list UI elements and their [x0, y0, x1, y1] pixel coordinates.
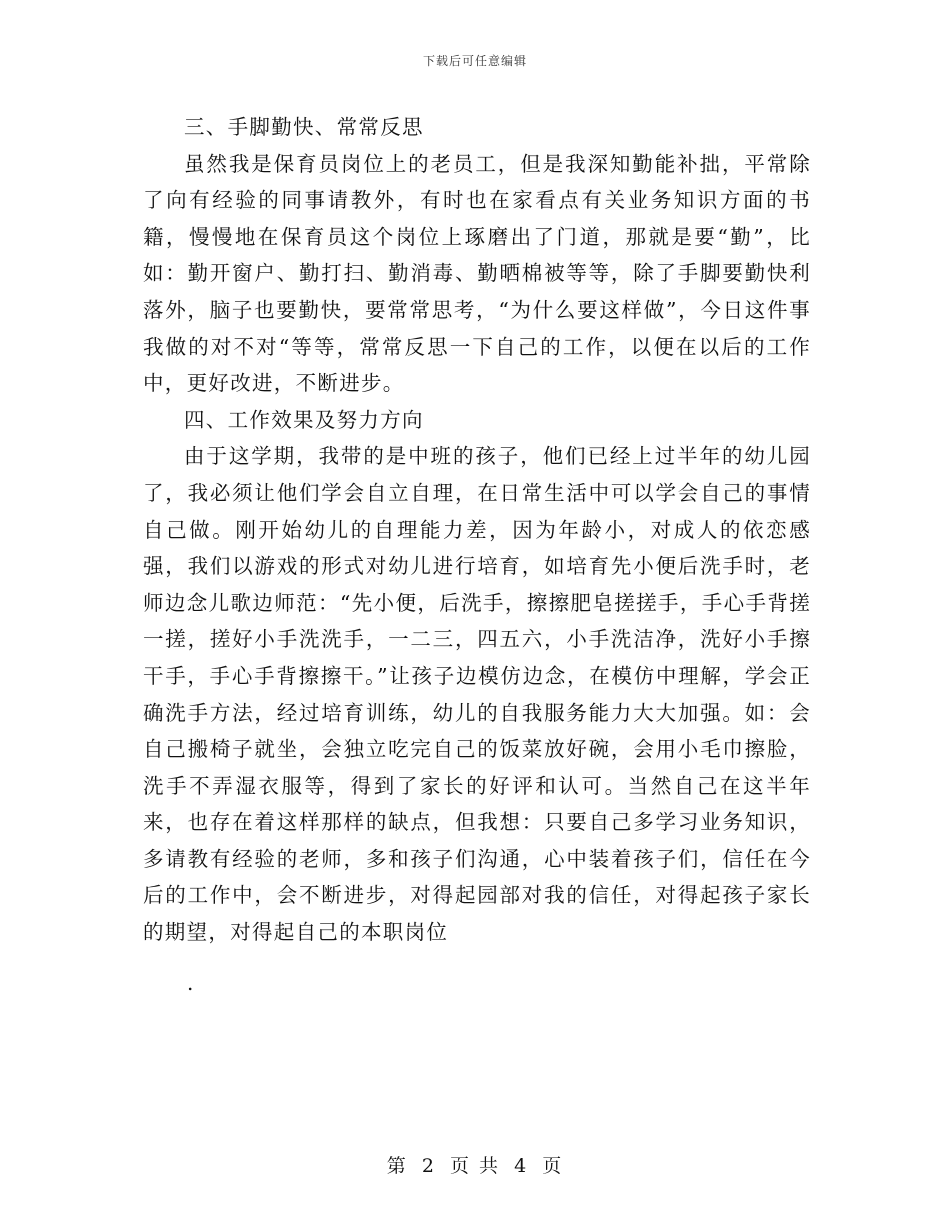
document-body	[143, 109, 811, 951]
page-footer	[0, 1151, 950, 1178]
footer-suffix: 页	[542, 1155, 564, 1177]
footer-prefix: 第	[386, 1155, 408, 1177]
paragraph: 由于这学期，我带的是中班的孩子，他们已经上过半年的幼儿园了，我必须让他们学会自立自理，在日常生活中可以学会自己的事情自己做。刚开始幼儿的自理能力差，因为年龄小，对成人的依恋感强，我们以游戏的形式对幼儿进行培育，如培育先小便后洗手时，老师边念儿歌边师范：“先小便，后洗手，擦擦肥皂搓搓手，手心手背搓一搓，搓好小手洗洗手，一二三，四五六，小手洗洁净，洗好小手擦干手，手心手背擦擦干。”让孩子边模仿边念，在模仿中理解，学会正确洗手方法，经过培育训练，幼儿的自我服务能力大大加强。如：会自己搬椅子就坐，会独立吃完自己的饭菜放好碗，会用小毛巾擦脸，洗手不弄湿衣服等，得到了家长的好评和认可。当然自己在这半年来，也存在着这样那样的缺点，但我想：只要自己多学习业务知识，多请教有经验的老师，多和孩子们沟通，心中装着孩子们，信任在今后的工作中，会不断进步，对得起园部对我的信任，对得起孩子家长的期望，对得起自己的本职岗位	[143, 444, 811, 945]
paragraph: 虽然我是保育员岗位上的老员工，但是我深知勤能补拙，平常除了向有经验的同事请教外，有时也在家看点有关业务知识方面的书籍，慢慢地在保育员这个岗位上琢磨出了门道，那就是要“勤”，比如：勤开窗户、勤打扫、勤消毒、勤晒棉被等等，除了手脚要勤快利落外，脑子也要勤快，要常常思考，“为什么要这样做”，今日这件事我做的对不对“等等，常常反思一下自己的工作，以便在以后的工作中，更好改进，不断进步。	[143, 151, 811, 396]
footer-total-pages: 4	[514, 1155, 529, 1177]
footer-middle: 页 共	[449, 1155, 501, 1177]
footer-page-number: 2	[421, 1155, 436, 1177]
section-heading-3: 三、手脚勤快、常常反思	[184, 115, 424, 139]
header-note: 下载后可任意编辑	[422, 54, 527, 68]
trailing-mark: .	[187, 971, 194, 995]
section-heading-4: 四、工作效果及努力方向	[184, 407, 424, 432]
